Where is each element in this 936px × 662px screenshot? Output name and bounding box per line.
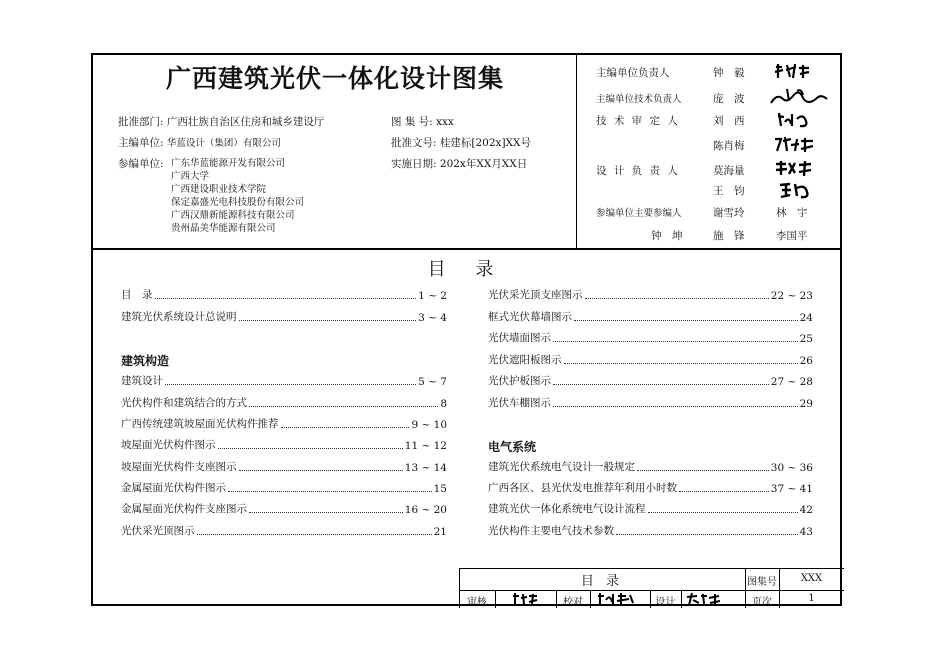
chief-unit-head-name: 钟 毅 <box>713 67 745 79</box>
toc-leader <box>281 427 410 428</box>
toc-leader <box>239 320 417 321</box>
signature-design <box>685 592 725 606</box>
design-head-label: 设 计 负 责 人 <box>596 165 680 177</box>
tech-head-name: 庞 波 <box>713 93 745 105</box>
toc-entry-pages: 13 ~ 14 <box>404 462 447 474</box>
toc-entry-pages: 25 <box>799 333 813 345</box>
toc-entry <box>488 288 813 302</box>
toc-leader <box>239 470 403 471</box>
toc-entry <box>121 438 447 452</box>
toc-entry <box>488 481 813 495</box>
toc-entry-pages: 3 ~ 4 <box>418 312 447 324</box>
chief-unit-head-label: 主编单位负责人 <box>596 67 670 79</box>
toc-leader <box>197 534 432 535</box>
toc-leader <box>564 363 798 364</box>
title-block-name: 目 录 <box>580 574 624 589</box>
signature-chief-unit-head <box>773 62 813 82</box>
toc-entry-pages: 15 <box>433 483 447 495</box>
main-participants-label: 参编单位主要参编人 <box>596 208 682 219</box>
section-heading-elec: 电气系统 <box>488 440 537 454</box>
chief-unit-label: 主编单位: <box>118 137 164 149</box>
toc-entry-text: 广西传统建筑坡屋面光伏构件推荐 <box>121 418 279 430</box>
toc-entry <box>488 353 813 367</box>
participant: 广西大学 <box>171 171 210 182</box>
toc-leader <box>553 341 798 342</box>
title-block-divider <box>590 590 591 608</box>
title-block-atlas-label: 图集号 <box>747 577 777 588</box>
title-block-check-label: 校对 <box>563 597 583 608</box>
chief-unit <box>118 135 281 150</box>
toc-entry <box>121 288 447 302</box>
participant: 广西汉鼎新能源科技有限公司 <box>171 210 295 221</box>
signature-design-head-1 <box>773 159 817 179</box>
toc-leader <box>553 406 798 407</box>
signature-design-head-2 <box>777 180 813 200</box>
toc-entry <box>488 396 813 410</box>
toc-entry-pages: 11 ~ 12 <box>404 440 447 452</box>
signature-tech-review-1 <box>775 110 811 130</box>
toc-entry-pages: 30 ~ 36 <box>770 462 813 474</box>
title-block-page-label: 页次 <box>752 597 772 608</box>
impl-date-value: 202x年XX月XX日 <box>439 158 528 170</box>
toc-entry <box>121 374 447 388</box>
toc-entry <box>488 460 813 474</box>
toc-leader <box>585 298 769 299</box>
approval-dept-label: 批准部门: <box>118 116 164 128</box>
toc-entry-text: 光伏构件和建筑结合的方式 <box>121 397 247 409</box>
title-block-design-label: 设计 <box>655 597 676 608</box>
toc-entry-text: 金属屋面光伏构件图示 <box>121 482 226 494</box>
toc-entry-pages: 43 <box>799 526 813 538</box>
title-block-page: 1 <box>808 593 815 604</box>
toc-entry-text: 框式光伏幕墙图示 <box>488 311 572 323</box>
toc-entry-text: 建筑光伏系统电气设计一般规定 <box>488 461 635 473</box>
toc-entry-text: 光伏墙面图示 <box>488 332 551 344</box>
signature-tech-head <box>767 85 829 107</box>
toc-entry-pages: 26 <box>799 355 813 367</box>
toc-entry-pages: 42 <box>799 504 813 516</box>
toc-entry-text: 光伏车棚图示 <box>488 397 551 409</box>
toc-entry-pages: 1 ~ 2 <box>418 290 447 302</box>
atlas-no-value: xxx <box>436 116 454 128</box>
design-head-name-1: 莫海量 <box>713 165 745 177</box>
toc-leader <box>637 470 769 471</box>
participant: 广西建设职业技术学院 <box>171 184 267 195</box>
toc-entry-pages: 24 <box>799 312 813 324</box>
toc-leader <box>249 406 438 407</box>
approval-doc <box>391 135 531 150</box>
toc-entry <box>488 310 813 324</box>
toc-entry-text: 建筑设计 <box>121 375 163 387</box>
toc-entry-pages: 29 <box>799 398 813 410</box>
title-block-divider <box>495 590 496 608</box>
toc-entry-text: 光伏构件主要电气技术参数 <box>488 525 614 537</box>
toc-leader <box>616 534 798 535</box>
toc-leader <box>228 491 432 492</box>
toc-entry-text: 建筑光伏一体化系统电气设计流程 <box>488 503 646 515</box>
toc-leader <box>574 320 798 321</box>
toc-leader <box>165 384 416 385</box>
drawing-sheet <box>91 53 842 606</box>
approval-dept <box>118 114 324 129</box>
toc-title: 目 录 <box>427 259 506 280</box>
page-title: 广西建筑光伏一体化设计图集 <box>165 64 504 93</box>
signature-tech-review-2 <box>773 135 817 155</box>
participant: 贵州晶美华能源有限公司 <box>171 223 276 234</box>
toc-leader <box>648 512 798 513</box>
toc-entry <box>488 331 813 345</box>
toc-entry-text: 光伏采光顶图示 <box>121 525 195 537</box>
main-participant: 林 宇 <box>776 207 808 219</box>
toc-entry-pages: 5 ~ 7 <box>418 376 447 388</box>
participant: 保定嘉盛光电科技股份有限公司 <box>171 197 305 208</box>
chief-unit-value: 华蓝设计（集团）有限公司 <box>166 138 281 149</box>
toc-entry <box>121 310 447 324</box>
toc-entry <box>121 524 447 538</box>
toc-entry-text: 金属屋面光伏构件支座图示 <box>121 503 247 515</box>
toc-entry-pages: 22 ~ 23 <box>770 290 813 302</box>
toc-entry <box>121 481 447 495</box>
participants-list <box>171 157 304 235</box>
toc-entry-text: 建筑光伏系统设计总说明 <box>121 311 237 323</box>
header-divider <box>93 248 840 250</box>
toc-entry-text: 光伏护板图示 <box>488 375 551 387</box>
approval-doc-value: 桂建标[202x]XX号 <box>439 137 531 149</box>
tech-head-label: 主编单位技术负责人 <box>596 94 682 105</box>
toc-entry-pages: 37 ~ 41 <box>770 483 813 495</box>
toc-entry-text: 坡屋面光伏构件图示 <box>121 439 216 451</box>
title-block-divider <box>681 590 682 608</box>
signature-check <box>596 592 636 606</box>
toc-leader <box>249 512 403 513</box>
title-block-top-line <box>459 568 844 569</box>
toc-entry-text: 目 录 <box>121 289 153 301</box>
toc-entry <box>488 502 813 516</box>
toc-entry <box>121 417 447 431</box>
main-participant: 李国平 <box>776 230 808 242</box>
participants-label: 参编单位: <box>118 158 164 170</box>
toc-entry <box>121 502 447 516</box>
toc-leader <box>218 448 403 449</box>
impl-date <box>391 156 527 171</box>
toc-entry-pages: 16 ~ 20 <box>404 504 447 516</box>
signature-review <box>511 592 541 606</box>
toc-entry-text: 光伏遮阳板图示 <box>488 354 562 366</box>
tech-review-label: 技 术 审 定 人 <box>596 115 680 127</box>
toc-entry-pages: 27 ~ 28 <box>770 376 813 388</box>
toc-entry <box>121 460 447 474</box>
toc-entry-text: 坡屋面光伏构件支座图示 <box>121 461 237 473</box>
toc-entry <box>488 374 813 388</box>
tech-review-name-1: 刘 西 <box>713 115 745 127</box>
atlas-no <box>391 114 454 129</box>
atlas-no-label: 图 集 号: <box>391 116 433 128</box>
impl-date-label: 实施日期: <box>391 158 437 170</box>
toc-leader <box>553 384 769 385</box>
title-block <box>459 568 844 608</box>
title-block-review-label: 审核 <box>467 597 487 608</box>
toc-leader <box>679 491 769 492</box>
toc-entry <box>121 396 447 410</box>
approval-doc-label: 批准文号: <box>391 137 437 149</box>
title-block-mid-line <box>459 590 844 591</box>
toc-entry-pages: 9 ~ 10 <box>411 419 447 431</box>
design-head-name-2: 王 钧 <box>713 185 745 197</box>
tech-review-name-2: 陈肖梅 <box>713 140 745 152</box>
toc-entry-text: 广西各区、县光伏发电推荐年利用小时数 <box>488 482 677 494</box>
main-participant: 钟 坤 <box>651 230 683 242</box>
approval-dept-value: 广西壮族自治区住房和城乡建设厅 <box>166 116 325 128</box>
section-heading-arch: 建筑构造 <box>121 354 170 368</box>
title-block-atlas-no: XXX <box>800 573 823 584</box>
participant: 广东华蓝能源开发有限公司 <box>171 158 286 169</box>
toc-entry-pages: 8 <box>440 398 447 410</box>
toc-entry <box>488 524 813 538</box>
main-participant: 谢雪玲 <box>713 207 745 219</box>
main-participant: 施 锋 <box>713 230 745 242</box>
toc-entry-text: 光伏采光顶支座图示 <box>488 289 583 301</box>
toc-entry-pages: 21 <box>433 526 447 538</box>
toc-leader <box>155 298 417 299</box>
